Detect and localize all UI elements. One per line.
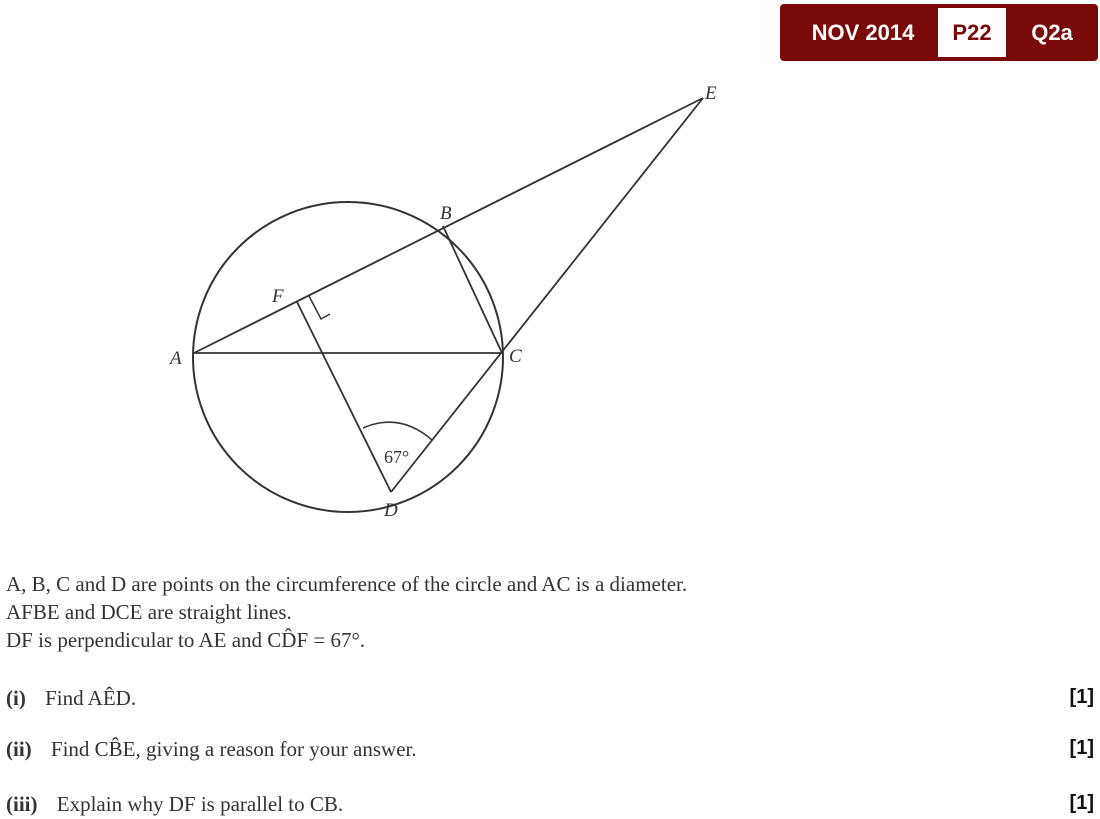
question-part-ii <box>6 737 1094 762</box>
point-label-b: B <box>440 203 452 224</box>
line-a-e <box>194 98 703 353</box>
line-f-d <box>297 302 391 492</box>
angle-arc-cdf <box>363 422 432 440</box>
question-number: (iii) <box>6 792 38 816</box>
question-number: (ii) <box>6 737 32 761</box>
point-label-c: C <box>509 346 522 367</box>
question-part-iii <box>6 792 1094 817</box>
circle <box>193 202 503 512</box>
marks-label: [1] <box>1069 792 1094 814</box>
question-number-label: Q2a <box>1031 20 1073 45</box>
statement-line-1: A, B, C and D are points on the circumference of the circle and AC is a diameter. <box>6 572 688 596</box>
line-d-e <box>391 98 703 492</box>
right-angle-marker <box>309 296 330 319</box>
exam-session-label: NOV 2014 <box>811 20 915 45</box>
question-part-i <box>6 686 1094 711</box>
question-text: Explain why DF is parallel to CB. <box>56 792 344 816</box>
point-label-e: E <box>705 83 717 104</box>
question-text: Find AÊD. <box>45 686 137 710</box>
point-label-a: A <box>170 348 182 369</box>
question-text: Find CB̂E, giving a reason for your answer. <box>50 737 417 761</box>
line-b-c <box>443 226 502 353</box>
angle-label-67: 67° <box>384 447 410 467</box>
point-label-d: D <box>384 500 398 521</box>
marks-label: [1] <box>1069 737 1094 759</box>
statement-line-3: DF is perpendicular to AE and CD̂F = 67°. <box>6 628 366 652</box>
problem-statement <box>6 570 687 654</box>
marks-label: [1] <box>1069 686 1094 708</box>
question-number: (i) <box>6 686 26 710</box>
point-label-f: F <box>272 286 284 307</box>
statement-line-2: AFBE and DCE are straight lines. <box>6 600 292 624</box>
paper-number-label: P22 <box>938 8 1006 57</box>
